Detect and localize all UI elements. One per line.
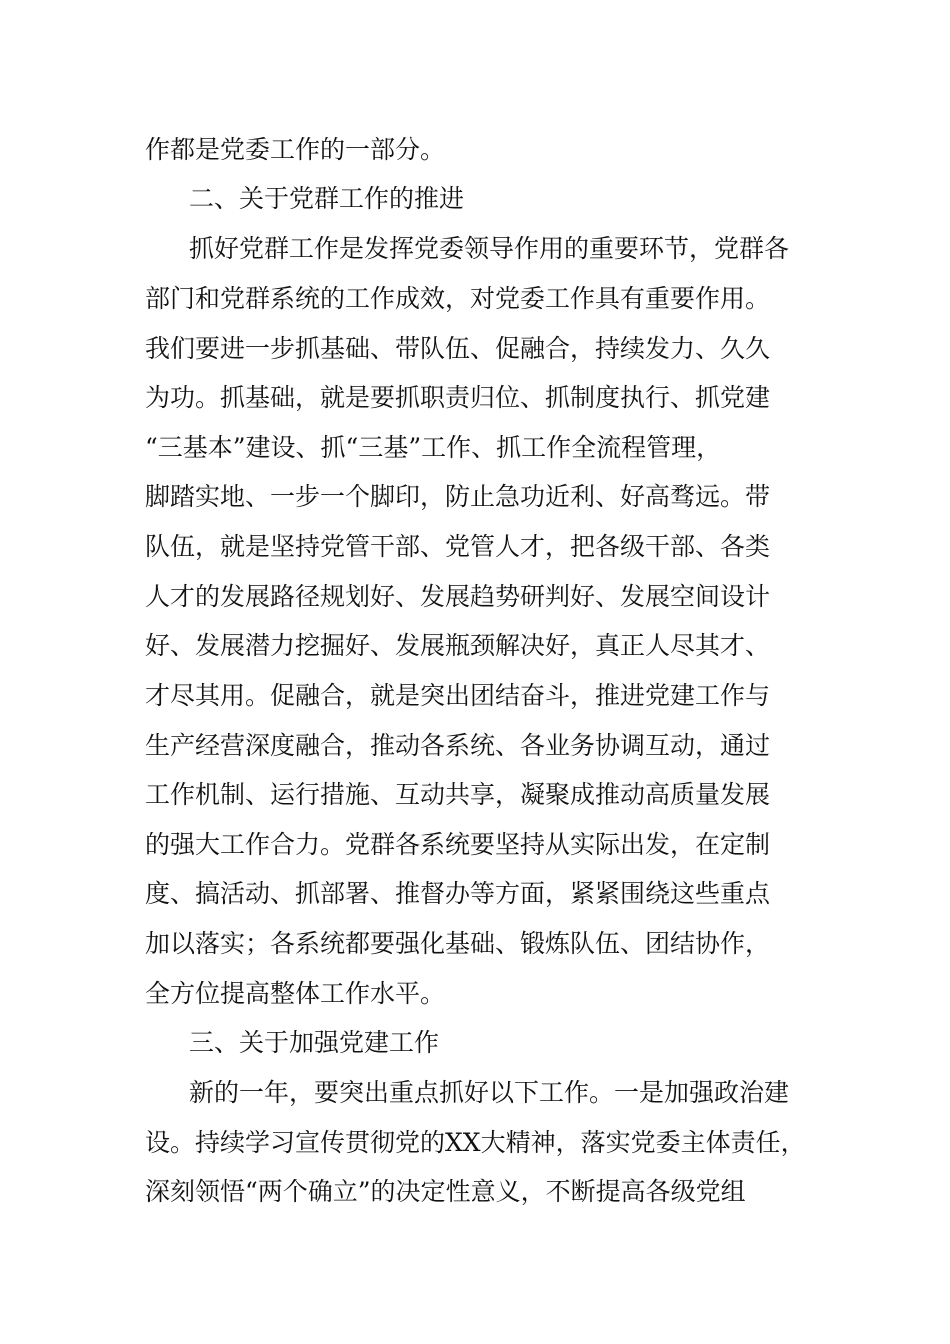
text-line: 好、发展潜力挖掘好、发展瓶颈解决好，真正人尽其才、 <box>145 631 771 660</box>
section-heading: 三、关于加强党建工作 <box>189 1028 440 1057</box>
text-line: 抓好党群工作是发挥党委领导作用的重要环节，党群各 <box>189 234 790 263</box>
text-line: 作都是党委工作的一部分。 <box>145 135 446 164</box>
text-line: 设。持续学习宣传贯彻党的XX大精神，落实党委主体责任， <box>145 1128 806 1157</box>
text-line: 的强大工作合力。党群各系统要坚持从实际出发，在定制 <box>145 830 771 859</box>
section-heading: 二、关于党群工作的推进 <box>189 184 465 213</box>
text-line: 人才的发展路径规划好、发展趋势研判好、发展空间设计 <box>145 582 771 611</box>
text-line: 才尽其用。促融合，就是突出团结奋斗，推进党建工作与 <box>145 681 771 710</box>
text-line: 我们要进一步抓基础、带队伍、促融合，持续发力、久久 <box>145 334 771 363</box>
text-line: 新的一年，要突出重点抓好以下工作。一是加强政治建 <box>189 1078 790 1107</box>
text-line: 工作机制、运行措施、互动共享，凝聚成推动高质量发展 <box>145 780 771 809</box>
text-line: 队伍，就是坚持党管干部、党管人才，把各级干部、各类 <box>145 532 771 561</box>
text-line: 生产经营深度融合，推动各系统、各业务协调互动，通过 <box>145 731 771 760</box>
text-line: 全方位提高整体工作水平。 <box>145 979 446 1008</box>
text-line: 部门和党群系统的工作成效，对党委工作具有重要作用。 <box>145 284 771 313</box>
text-line: “三基本”建设、抓“三基”工作、抓工作全流程管理， <box>145 433 722 462</box>
text-line: 加以落实；各系统都要强化基础、锻炼队伍、团结协作， <box>145 929 771 958</box>
text-line: 度、搞活动、抓部署、推督办等方面，紧紧围绕这些重点 <box>145 879 771 908</box>
text-line: 深刻领悟“两个确立”的决定性意义，不断提高各级党组 <box>145 1177 746 1206</box>
text-line: 为功。抓基础，就是要抓职责归位、抓制度执行、抓党建 <box>145 383 771 412</box>
text-line: 脚踏实地、一步一个脚印，防止急功近利、好高骛远。带 <box>145 482 771 511</box>
